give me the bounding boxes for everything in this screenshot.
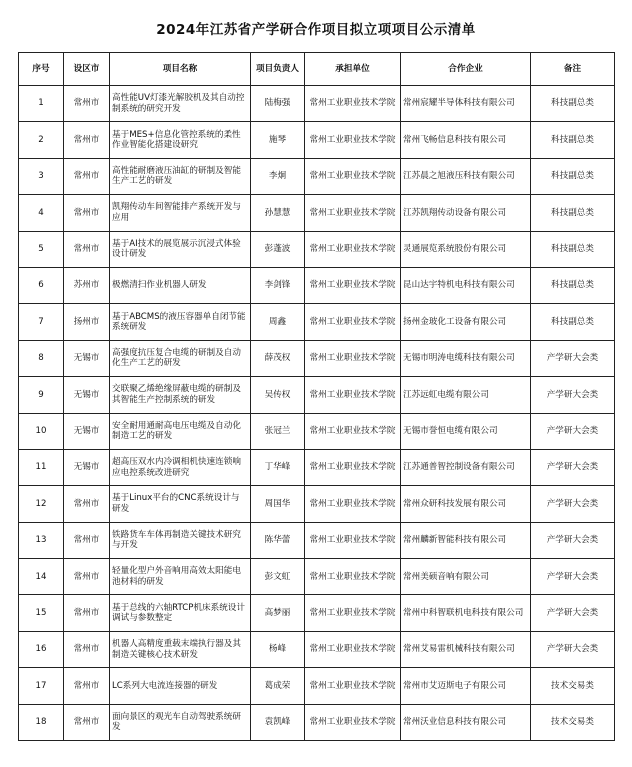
cell-project-name: 高性能耐磨液压油缸的研制及智能生产工艺的研发 bbox=[110, 158, 251, 194]
cell-city: 无锡市 bbox=[64, 340, 110, 376]
cell-partner: 常州麟新智能科技有限公司 bbox=[401, 522, 531, 558]
cell-project-name: 基于Linux平台的CNC系统设计与研发 bbox=[110, 486, 251, 522]
cell-unit: 常州工业职业技术学院 bbox=[305, 377, 401, 413]
cell-project-name: 基于AI技术的展览展示沉浸式体验设计研发 bbox=[110, 231, 251, 267]
cell-leader: 高梦丽 bbox=[251, 595, 305, 631]
cell-no: 17 bbox=[19, 668, 64, 704]
cell-city: 常州市 bbox=[64, 668, 110, 704]
cell-leader: 周鑫 bbox=[251, 304, 305, 340]
cell-no: 9 bbox=[19, 377, 64, 413]
table-row bbox=[19, 267, 615, 303]
cell-partner: 江苏凯翔传动设备有限公司 bbox=[401, 195, 531, 231]
table-row bbox=[19, 595, 615, 631]
cell-leader: 葛成荣 bbox=[251, 668, 305, 704]
cell-no: 3 bbox=[19, 158, 64, 194]
table-row bbox=[19, 377, 615, 413]
cell-note: 产学研大会类 bbox=[531, 631, 615, 667]
cell-no: 11 bbox=[19, 449, 64, 485]
table-row bbox=[19, 231, 615, 267]
cell-unit: 常州工业职业技术学院 bbox=[305, 449, 401, 485]
cell-note: 产学研大会类 bbox=[531, 486, 615, 522]
cell-leader: 丁华峰 bbox=[251, 449, 305, 485]
table-row bbox=[19, 413, 615, 449]
cell-unit: 常州工业职业技术学院 bbox=[305, 122, 401, 158]
cell-partner: 无锡市誉恒电缆有限公司 bbox=[401, 413, 531, 449]
cell-project-name: 凯翔传动车间智能排产系统开发与应用 bbox=[110, 195, 251, 231]
table-row bbox=[19, 668, 615, 704]
cell-project-name: 面向景区的观光车自动驾驶系统研发 bbox=[110, 704, 251, 740]
cell-project-name: 铁路货车车体再制造关键技术研究与开发 bbox=[110, 522, 251, 558]
cell-partner: 常州飞畅信息科技有限公司 bbox=[401, 122, 531, 158]
cell-city: 扬州市 bbox=[64, 304, 110, 340]
table-row bbox=[19, 631, 615, 667]
cell-note: 科技副总类 bbox=[531, 122, 615, 158]
cell-partner: 常州中科智联机电科技有限公司 bbox=[401, 595, 531, 631]
table-row bbox=[19, 158, 615, 194]
cell-note: 科技副总类 bbox=[531, 304, 615, 340]
header-partner: 合作企业 bbox=[401, 53, 531, 86]
cell-unit: 常州工业职业技术学院 bbox=[305, 559, 401, 595]
cell-unit: 常州工业职业技术学院 bbox=[305, 195, 401, 231]
cell-leader: 杨峰 bbox=[251, 631, 305, 667]
cell-city: 常州市 bbox=[64, 559, 110, 595]
cell-leader: 彭蓬波 bbox=[251, 231, 305, 267]
cell-leader: 薛茂权 bbox=[251, 340, 305, 376]
table-row bbox=[19, 449, 615, 485]
cell-note: 科技副总类 bbox=[531, 267, 615, 303]
cell-city: 无锡市 bbox=[64, 413, 110, 449]
cell-no: 7 bbox=[19, 304, 64, 340]
cell-no: 10 bbox=[19, 413, 64, 449]
cell-project-name: 极燃清扫作业机器人研发 bbox=[110, 267, 251, 303]
cell-leader: 陆梅强 bbox=[251, 86, 305, 122]
cell-unit: 常州工业职业技术学院 bbox=[305, 668, 401, 704]
cell-city: 常州市 bbox=[64, 486, 110, 522]
cell-partner: 灵通展览系统股份有限公司 bbox=[401, 231, 531, 267]
cell-no: 14 bbox=[19, 559, 64, 595]
cell-project-name: 交联聚乙烯绝缘屏蔽电缆的研制及其智能生产控制系统的研发 bbox=[110, 377, 251, 413]
table-row bbox=[19, 704, 615, 740]
cell-city: 无锡市 bbox=[64, 377, 110, 413]
cell-note: 产学研大会类 bbox=[531, 522, 615, 558]
cell-partner: 昆山达宇特机电科技有限公司 bbox=[401, 267, 531, 303]
cell-project-name: 高强度抗压复合电缆的研制及自动化生产工艺的研发 bbox=[110, 340, 251, 376]
cell-unit: 常州工业职业技术学院 bbox=[305, 413, 401, 449]
cell-partner: 常州市艾迈斯电子有限公司 bbox=[401, 668, 531, 704]
cell-partner: 扬州金玻化工设备有限公司 bbox=[401, 304, 531, 340]
table-row bbox=[19, 195, 615, 231]
cell-note: 产学研大会类 bbox=[531, 340, 615, 376]
header-note: 备注 bbox=[531, 53, 615, 86]
cell-city: 常州市 bbox=[64, 595, 110, 631]
cell-note: 技术交易类 bbox=[531, 668, 615, 704]
cell-note: 产学研大会类 bbox=[531, 413, 615, 449]
cell-note: 科技副总类 bbox=[531, 158, 615, 194]
document-title: 2024年江苏省产学研合作项目拟立项项目公示清单 bbox=[156, 22, 476, 38]
cell-partner: 常州沃业信息科技有限公司 bbox=[401, 704, 531, 740]
header-city: 设区市 bbox=[64, 53, 110, 86]
cell-partner: 江苏晨之旭液压科技有限公司 bbox=[401, 158, 531, 194]
table-row bbox=[19, 340, 615, 376]
cell-no: 12 bbox=[19, 486, 64, 522]
cell-no: 8 bbox=[19, 340, 64, 376]
cell-partner: 无锡市明涛电缆科技有限公司 bbox=[401, 340, 531, 376]
cell-leader: 张冠兰 bbox=[251, 413, 305, 449]
header-project-name: 项目名称 bbox=[110, 53, 251, 86]
cell-project-name: 安全耐用通耐高电压电缆及自动化制造工艺的研发 bbox=[110, 413, 251, 449]
cell-city: 常州市 bbox=[64, 704, 110, 740]
cell-unit: 常州工业职业技术学院 bbox=[305, 595, 401, 631]
cell-no: 1 bbox=[19, 86, 64, 122]
cell-leader: 李炯 bbox=[251, 158, 305, 194]
cell-note: 产学研大会类 bbox=[531, 559, 615, 595]
cell-partner: 江苏远虹电缆有限公司 bbox=[401, 377, 531, 413]
header-row bbox=[19, 53, 615, 86]
table-header bbox=[19, 53, 615, 86]
cell-partner: 常州众研科技发展有限公司 bbox=[401, 486, 531, 522]
cell-leader: 周国华 bbox=[251, 486, 305, 522]
cell-leader: 施琴 bbox=[251, 122, 305, 158]
cell-unit: 常州工业职业技术学院 bbox=[305, 231, 401, 267]
cell-note: 产学研大会类 bbox=[531, 377, 615, 413]
cell-partner: 常州美硕音响有限公司 bbox=[401, 559, 531, 595]
table-row bbox=[19, 86, 615, 122]
cell-leader: 彭文虹 bbox=[251, 559, 305, 595]
project-table bbox=[18, 52, 615, 741]
table-row bbox=[19, 559, 615, 595]
cell-unit: 常州工业职业技术学院 bbox=[305, 486, 401, 522]
cell-project-name: 高性能UV灯漆光解胶机及其自动控制系统的研究开发 bbox=[110, 86, 251, 122]
cell-leader: 陈华蕾 bbox=[251, 522, 305, 558]
cell-note: 科技副总类 bbox=[531, 86, 615, 122]
cell-no: 6 bbox=[19, 267, 64, 303]
cell-city: 常州市 bbox=[64, 231, 110, 267]
cell-no: 16 bbox=[19, 631, 64, 667]
cell-project-name: 基于总线的六轴RTCP机床系统设计调试与参数整定 bbox=[110, 595, 251, 631]
cell-project-name: 超高压双水内冷调相机快速连锁响应电控系统改进研究 bbox=[110, 449, 251, 485]
table-row bbox=[19, 486, 615, 522]
cell-no: 4 bbox=[19, 195, 64, 231]
cell-note: 科技副总类 bbox=[531, 195, 615, 231]
cell-unit: 常州工业职业技术学院 bbox=[305, 158, 401, 194]
cell-project-name: 机器人高精度重载末端执行器及其制造关键核心技术研发 bbox=[110, 631, 251, 667]
cell-unit: 常州工业职业技术学院 bbox=[305, 704, 401, 740]
header-leader: 项目负责人 bbox=[251, 53, 305, 86]
cell-note: 技术交易类 bbox=[531, 704, 615, 740]
cell-leader: 李剑锋 bbox=[251, 267, 305, 303]
cell-unit: 常州工业职业技术学院 bbox=[305, 267, 401, 303]
cell-no: 18 bbox=[19, 704, 64, 740]
cell-no: 5 bbox=[19, 231, 64, 267]
cell-unit: 常州工业职业技术学院 bbox=[305, 86, 401, 122]
cell-city: 苏州市 bbox=[64, 267, 110, 303]
cell-unit: 常州工业职业技术学院 bbox=[305, 522, 401, 558]
cell-note: 科技副总类 bbox=[531, 231, 615, 267]
cell-note: 产学研大会类 bbox=[531, 595, 615, 631]
cell-city: 常州市 bbox=[64, 631, 110, 667]
cell-leader: 袁凯峰 bbox=[251, 704, 305, 740]
table-row bbox=[19, 122, 615, 158]
cell-city: 常州市 bbox=[64, 158, 110, 194]
cell-project-name: 轻量化型户外音响用高效太阳能电池材料的研发 bbox=[110, 559, 251, 595]
cell-city: 常州市 bbox=[64, 522, 110, 558]
cell-no: 2 bbox=[19, 122, 64, 158]
cell-unit: 常州工业职业技术学院 bbox=[305, 304, 401, 340]
cell-leader: 吴传权 bbox=[251, 377, 305, 413]
cell-partner: 常州艾易雷机械科技有限公司 bbox=[401, 631, 531, 667]
cell-partner: 常州宸耀半导体科技有限公司 bbox=[401, 86, 531, 122]
header-unit: 承担单位 bbox=[305, 53, 401, 86]
cell-no: 15 bbox=[19, 595, 64, 631]
table-row bbox=[19, 522, 615, 558]
cell-no: 13 bbox=[19, 522, 64, 558]
cell-city: 常州市 bbox=[64, 195, 110, 231]
cell-unit: 常州工业职业技术学院 bbox=[305, 631, 401, 667]
cell-partner: 江苏通普智控制设备有限公司 bbox=[401, 449, 531, 485]
header-no: 序号 bbox=[19, 53, 64, 86]
cell-project-name: 基于ABCMS的液压容器单自闭节能系统研发 bbox=[110, 304, 251, 340]
table-body bbox=[19, 86, 615, 741]
cell-unit: 常州工业职业技术学院 bbox=[305, 340, 401, 376]
table-row bbox=[19, 304, 615, 340]
cell-city: 常州市 bbox=[64, 86, 110, 122]
cell-project-name: 基于MES+信息化管控系统的柔性作业智能化搭建设研究 bbox=[110, 122, 251, 158]
cell-city: 常州市 bbox=[64, 122, 110, 158]
cell-leader: 孙慧慧 bbox=[251, 195, 305, 231]
cell-city: 无锡市 bbox=[64, 449, 110, 485]
cell-note: 产学研大会类 bbox=[531, 449, 615, 485]
cell-project-name: LC系列大电流连接器的研发 bbox=[110, 668, 251, 704]
